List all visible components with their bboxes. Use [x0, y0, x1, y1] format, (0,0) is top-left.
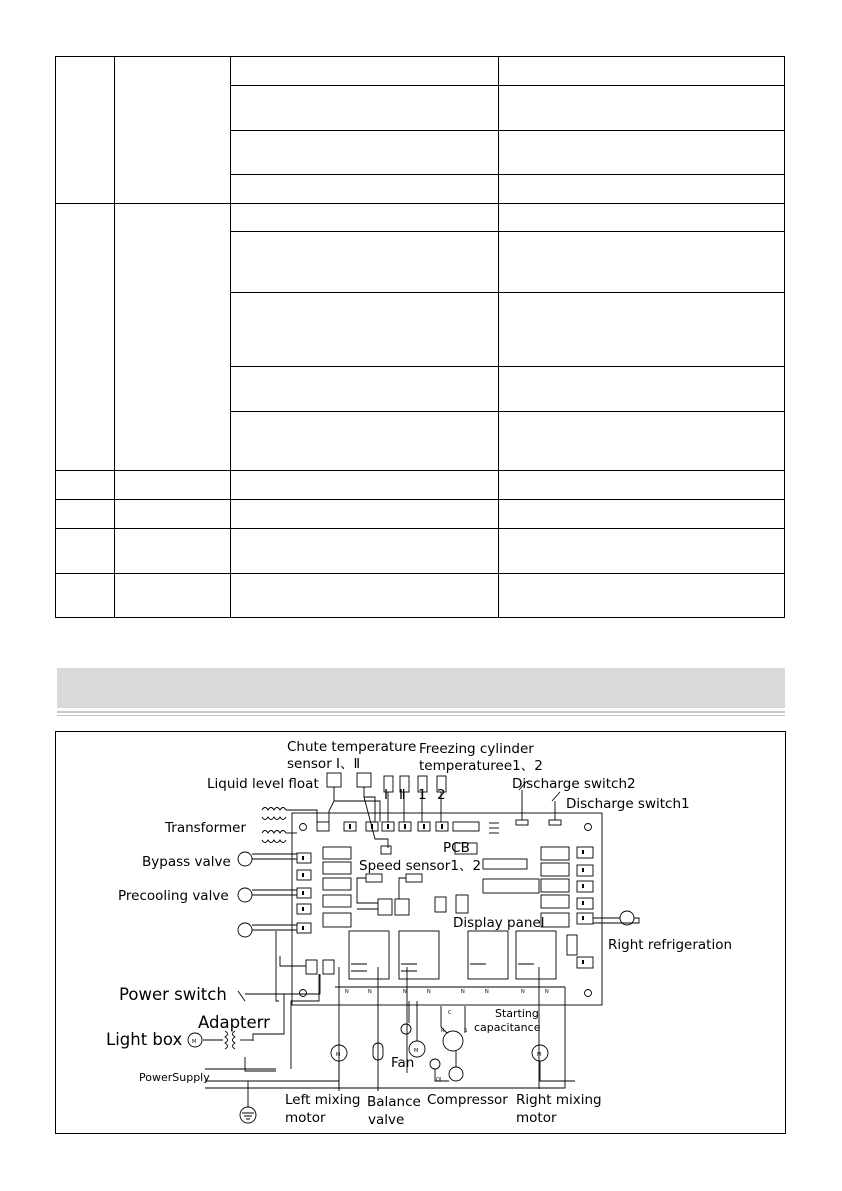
section-header-band	[57, 668, 785, 708]
sensor-tag: Ⅱ	[399, 787, 406, 803]
label-balance-valve: Balance	[367, 1094, 421, 1110]
label-power-supply: PowerSupply	[139, 1071, 210, 1084]
label-fan: Fan	[391, 1055, 415, 1071]
label-precooling: Precooling valve	[118, 888, 229, 904]
label-left-motor: motor	[285, 1110, 326, 1126]
label-right-motor: Right mixing	[516, 1092, 602, 1108]
terminal-mark: N	[521, 989, 525, 995]
label-display-panel: Display panel	[453, 915, 545, 931]
mount-hole	[300, 824, 307, 831]
terminal-mark: N	[461, 989, 465, 995]
label-compressor: Compressor	[427, 1092, 508, 1108]
label-power-switch: Power switch	[119, 985, 227, 1004]
divider	[57, 715, 785, 716]
motor-symbol: M	[414, 1048, 419, 1054]
label-right-refrigeration: Right refrigeration	[608, 937, 733, 953]
label-liquid-level: Liquid level float	[207, 776, 319, 792]
terminal-mark: N	[427, 989, 431, 995]
pcb-connector	[516, 820, 528, 825]
label-chute-temp: sensor Ⅰ、Ⅱ	[287, 756, 361, 772]
label-discharge2: Discharge switch2	[512, 776, 636, 792]
mount-hole	[585, 824, 592, 831]
capacitor-mark: C	[448, 1010, 452, 1016]
label-transformer: Transformer	[165, 820, 247, 836]
motor-symbol: M	[192, 1039, 197, 1045]
label-discharge1: Discharge switch1	[566, 796, 690, 812]
table-border	[56, 57, 785, 618]
sensor-tag: 2	[437, 787, 446, 803]
label-balance-valve: valve	[368, 1112, 405, 1128]
overload-label: OL	[436, 1077, 443, 1083]
label-freezing: Freezing cylinder	[419, 741, 534, 757]
label-starting-cap: Starting	[495, 1007, 539, 1020]
terminal-mark: N	[545, 989, 549, 995]
divider	[57, 711, 785, 713]
capacitor-mark: S	[464, 1028, 468, 1034]
label-left-motor: Left mixing	[285, 1092, 361, 1108]
pcb-connector	[453, 822, 479, 831]
label-bypass: Bypass valve	[142, 854, 231, 870]
label-right-motor: motor	[516, 1110, 557, 1126]
terminal-mark: N	[368, 989, 372, 995]
mount-hole	[300, 990, 307, 997]
capacitor-mark: R	[441, 1028, 445, 1034]
spec-table	[55, 56, 785, 618]
terminal-mark: N	[403, 989, 407, 995]
label-chute-temp: Chute temperature	[287, 739, 417, 755]
motor-symbol: M	[336, 1052, 341, 1058]
terminal-mark: N	[485, 989, 489, 995]
pcb-connector	[317, 822, 329, 831]
motor-symbol: M	[537, 1052, 542, 1058]
pcb-connector	[549, 820, 561, 825]
sensor-tag: 1	[418, 787, 427, 803]
label-starting-cap: capacitance	[474, 1021, 541, 1034]
label-adapter: Adapterr	[198, 1013, 270, 1032]
wiring-diagram	[55, 731, 786, 1134]
label-speed-sensor: Speed sensor1、2	[359, 858, 482, 874]
mount-hole	[585, 990, 592, 997]
label-pcb: PCB	[443, 840, 470, 856]
label-light-box: Light box	[106, 1030, 183, 1049]
label-freezing: temperaturee1、2	[419, 758, 543, 774]
sensor-tag: Ⅰ	[384, 787, 388, 803]
terminal-mark: N	[345, 989, 349, 995]
